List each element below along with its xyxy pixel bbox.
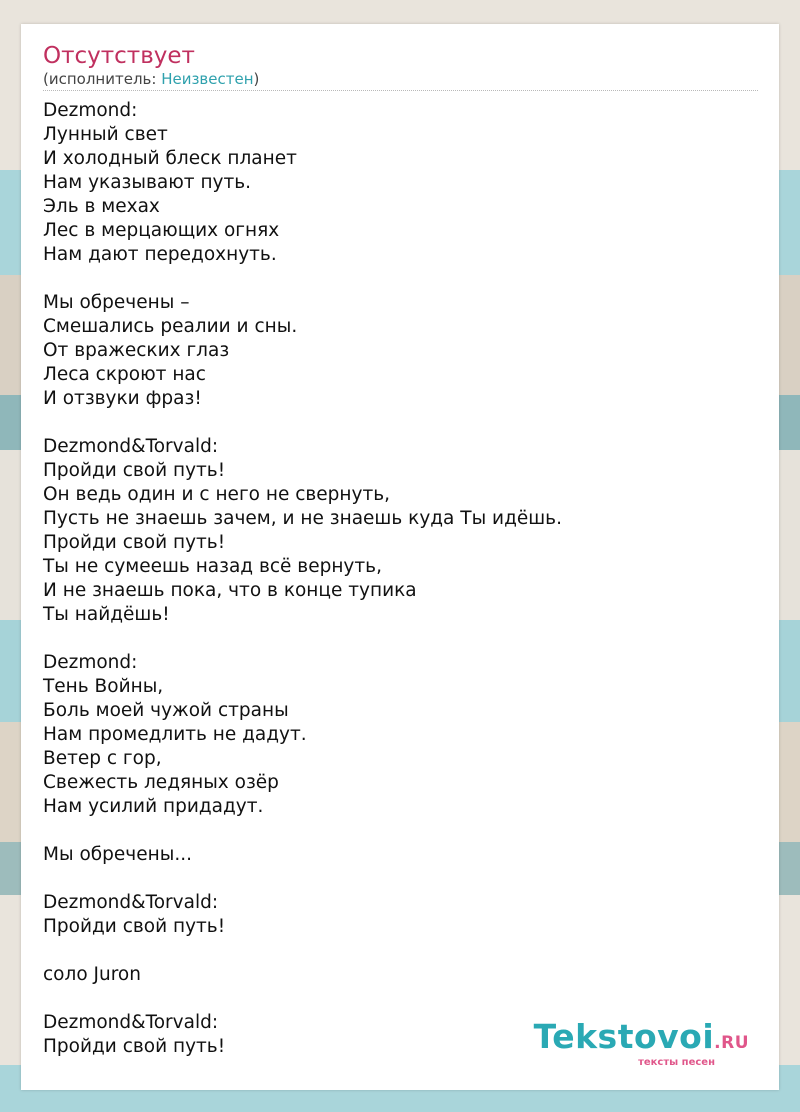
lyric-line: Смешались реалии и сны. (43, 316, 298, 337)
lyric-line: Ты найдёшь! (43, 604, 170, 625)
lyric-line: Нам промедлить не дадут. (43, 724, 307, 745)
title-divider (43, 90, 758, 91)
lyric-line: Леса скроют нас (43, 364, 206, 385)
lyric-line: Пройди свой путь! (43, 532, 226, 553)
logo-wordmark (533, 1017, 749, 1060)
artist-link[interactable]: Неизвестен (161, 70, 254, 88)
stanza-break (43, 987, 758, 1011)
lyric-line: Ты не сумеешь назад всё вернуть, (43, 556, 382, 577)
artist-line (43, 69, 259, 89)
lyric-line: И отзвуки фраз! (43, 388, 202, 409)
lyrics-text (43, 99, 758, 1059)
stanza-break (43, 627, 758, 651)
lyric-line: Нам дают передохнуть. (43, 244, 277, 265)
lyric-line: Ветер с гор, (43, 748, 162, 769)
logo-tld: .RU (714, 1033, 749, 1053)
artist-suffix: ) (253, 70, 260, 88)
artist-prefix: (исполнитель: (43, 70, 162, 88)
song-title: Отсутствует (43, 43, 195, 69)
lyric-line: Пройди свой путь! (43, 460, 226, 481)
lyric-line: И не знаешь пока, что в конце тупика (43, 580, 417, 601)
lyric-line: От вражеских глаз (43, 340, 230, 361)
lyric-line: Мы обречены – (43, 292, 190, 313)
site-logo[interactable] (533, 1017, 749, 1068)
stanza-break (43, 411, 758, 435)
lyric-line: Dezmond: (43, 100, 138, 121)
lyric-line: Dezmond: (43, 652, 138, 673)
lyric-line: Dezmond&Torvald: (43, 892, 219, 913)
lyric-line: Нам усилий придадут. (43, 796, 264, 817)
stanza-break (43, 819, 758, 843)
logo-name: Tekstovoi (533, 1017, 715, 1056)
lyric-line: соло Juron (43, 964, 141, 985)
lyric-line: Пройди свой путь! (43, 1036, 226, 1057)
lyric-line: Он ведь один и с него не свернуть, (43, 484, 391, 505)
lyric-line: Лунный свет (43, 124, 168, 145)
lyric-line: Боль моей чужой страны (43, 700, 289, 721)
stanza-break (43, 939, 758, 963)
lyric-line: Пусть не знаешь зачем, и не знаешь куда Ты идёшь. (43, 508, 562, 529)
lyric-line: Тень Войны, (43, 676, 164, 697)
lyric-line: Мы обречены... (43, 844, 192, 865)
lyric-line: Лес в мерцающих огнях (43, 220, 280, 241)
stanza-break (43, 267, 758, 291)
lyric-line: Dezmond&Torvald: (43, 436, 219, 457)
lyric-line: Dezmond&Torvald: (43, 1012, 219, 1033)
lyrics-card (21, 24, 779, 1090)
lyric-line: Свежесть ледяных озёр (43, 772, 279, 793)
stanza-break (43, 867, 758, 891)
lyric-line: Эль в мехах (43, 196, 160, 217)
lyric-line: Пройди свой путь! (43, 916, 226, 937)
lyric-line: Нам указывают путь. (43, 172, 252, 193)
lyric-line: И холодный блеск планет (43, 148, 297, 169)
logo-tagline: тексты песен (638, 1057, 715, 1068)
